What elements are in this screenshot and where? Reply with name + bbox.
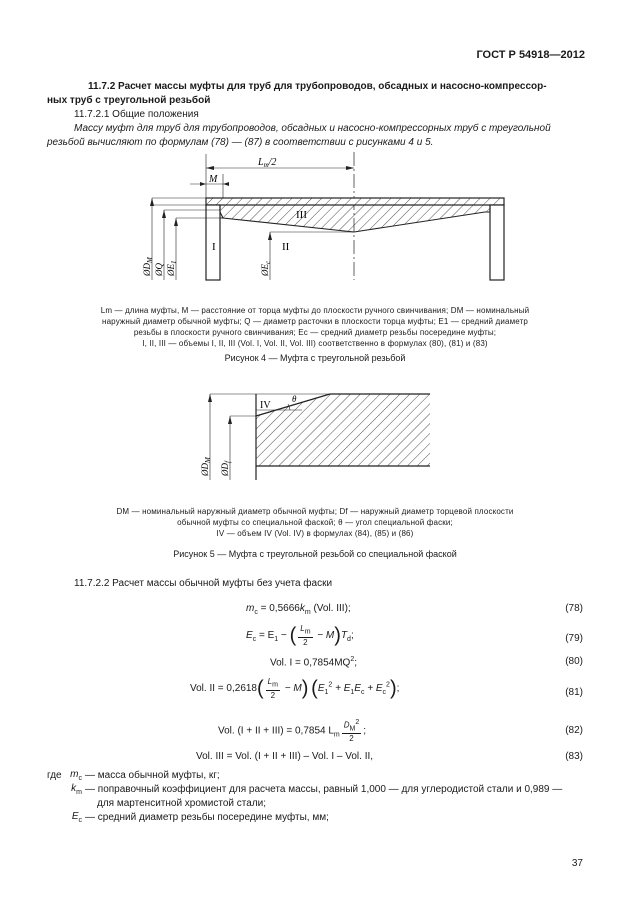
- intro-line2: резьбой вычисляют по формулам (78) — (87) в соответствии с рисунками 4 и 5.: [47, 137, 434, 148]
- label-df: $ØD_f$: [220, 461, 232, 476]
- equation-82: Vol. (I + II + III) = 0,7854 $L_m$ $\frac{D_M^2}{2}$ ;: [218, 719, 367, 744]
- equation-number-79: (79): [565, 633, 583, 644]
- fig5-caption-line1: DM — номинальный наружный диаметр обычной муфты; Df — наружный диаметр торцевой плоскости: [116, 507, 514, 516]
- label-vol3: III: [296, 209, 307, 221]
- label-et: $ØE_1$: [166, 260, 178, 276]
- label-dm: $ØD_M$: [142, 257, 154, 276]
- equation-80: Vol. $I = 0,7854MQ^2$;: [270, 656, 358, 669]
- definitions-where: где: [47, 770, 62, 781]
- section-heading-line2: ных труб с треугольной резьбой: [47, 95, 211, 106]
- label-q: ØQ: [154, 263, 164, 276]
- fig4-title: Рисунок 4 — Муфта с треугольной резьбой: [224, 353, 406, 363]
- definition-desc-mc: — масса обычной муфты, кг;: [85, 770, 220, 781]
- equation-number-78: (78): [565, 603, 583, 614]
- section-heading-line1: 11.7.2 Расчет массы муфты для труб для трубопроводов, обсадных и насосно-компрессор-: [88, 81, 547, 92]
- intro-line1: Массу муфт для труб для трубопроводов, обсадных и насосно-компрессорных труб с треугольной: [74, 123, 551, 134]
- fig4-caption-line3: резьбы в плоскости ручного свинчивания; Ec — средний диаметр резьбы посередине муфты;: [133, 328, 497, 337]
- fig4-caption-line2: наружный диаметр обычной муфты; Q — диаметр расточки в плоскости торца муфты; E1 — средний диаметр: [102, 317, 528, 326]
- definition-term-mc: $m_c$: [70, 769, 82, 782]
- equation-79: $E_c = E_1$ − ( $\frac{L_m}{2}$ − $M)T_d$;: [246, 624, 354, 647]
- label-vol2: II: [282, 241, 290, 253]
- definition-term-ec: $E_c$: [71, 811, 82, 824]
- equation-81: Vol. II = 0,2618( $\frac{L_m}{2}$ − M) $(E_1^2 + E_1E_c + E_c^2)$;: [190, 677, 400, 700]
- equation-number-83: (83): [565, 751, 583, 762]
- label-m: M: [209, 174, 218, 185]
- label-lm2: $L_m/2$: [258, 157, 277, 169]
- equation-83: Vol. III = Vol. (I + II + III) – Vol. I – Vol. II,: [196, 751, 374, 762]
- equation-78: $m_c = 0,5666k_m$ (Vol. III);: [246, 603, 351, 616]
- figure4-drawing: [130, 152, 520, 292]
- label-vol1: I: [212, 241, 216, 253]
- subheading-general: 11.7.2.1 Общие положения: [74, 109, 199, 120]
- equation-number-80: (80): [565, 656, 583, 667]
- fig5-title: Рисунок 5 — Муфта с треугольной резьбой со специальной фаской: [173, 549, 457, 559]
- definition-desc-km-line2: для мартенситной хромистой стали;: [97, 798, 267, 809]
- figure5-drawing: [190, 376, 440, 486]
- fig5-caption-line2: обычной муфты со специальной фаской; θ — угол специальной фаски;: [177, 518, 453, 527]
- label-theta: θ: [292, 394, 297, 404]
- equation-number-81: (81): [565, 687, 583, 698]
- label-ec: $ØE_c$: [260, 260, 272, 276]
- subsection-heading: 11.7.2.2 Расчет массы обычной муфты без учета фаски: [74, 578, 333, 589]
- fig4-caption-line1: Lm — длина муфты, M — расстояние от торца муфты до плоскости ручного свинчивания; DM — номинальный: [100, 306, 530, 315]
- page-number: 37: [571, 858, 583, 869]
- definition-term-km: $k_m$: [71, 783, 82, 796]
- definition-desc-ec: — средний диаметр резьбы посередине муфты, мм;: [85, 812, 329, 823]
- label-vol4: IV: [260, 400, 271, 411]
- equation-number-82: (82): [565, 725, 583, 736]
- standard-id: ГОСТ Р 54918—2012: [476, 49, 585, 61]
- fig5-caption-line3: IV — объем IV (Vol. IV) в формулах (84), (85) и (86): [216, 529, 414, 538]
- fig4-caption-line4: I, II, III — объемы I, II, III (Vol. I, Vol. II, Vol. III) соответственно в формулах (80), (81) и (83): [142, 339, 488, 348]
- label-dm-fig5: $ØD_M$: [200, 457, 212, 476]
- definition-desc-km-line1: — поправочный коэффициент для расчета массы, равный 1,000 — для углеродистой стали и 0,989 —: [85, 784, 563, 795]
